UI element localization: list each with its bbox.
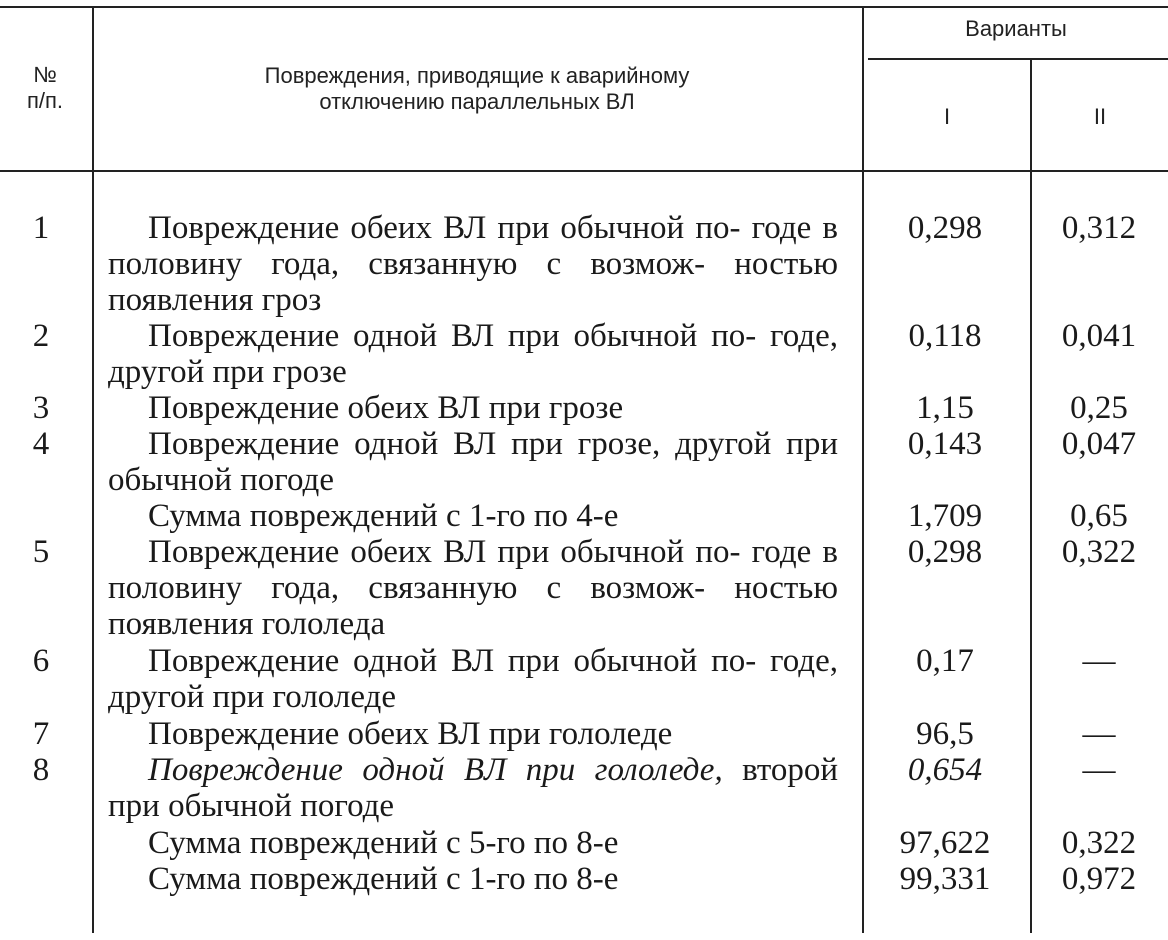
row-value-variant1: 99,331 xyxy=(899,861,991,897)
header-variant2-label: II xyxy=(1093,104,1107,129)
row-value-variant2: — xyxy=(1082,716,1116,752)
header-desc-label xyxy=(94,63,860,115)
column-rule-2 xyxy=(862,8,864,933)
row-value-variant2: 0,972 xyxy=(1061,861,1137,897)
header-num-label xyxy=(0,62,90,114)
header-variant1-label: I xyxy=(943,104,951,129)
header-desc-line2: отключению параллельных ВЛ xyxy=(319,89,635,114)
variants-divider-rule xyxy=(868,58,1168,60)
row-description: Повреждение обеих ВЛ при обычной по- годе в половину года, связанную с возмож- ностью появления гроз xyxy=(108,210,838,318)
row-description: Повреждение обеих ВЛ при грозе xyxy=(148,390,624,426)
row-value-variant2: 0,322 xyxy=(1061,534,1137,570)
row-number: 5 xyxy=(32,534,50,570)
row-value-variant1: 0,298 xyxy=(907,534,983,570)
row-number: 1 xyxy=(32,210,50,246)
header-variants-label: Варианты xyxy=(965,16,1067,41)
row-number: 8 xyxy=(32,752,50,788)
row-value-variant2: — xyxy=(1082,752,1116,788)
row-value-variant1: 1,709 xyxy=(907,498,983,534)
row-number: 2 xyxy=(32,318,50,354)
row-value-variant1: 0,298 xyxy=(907,210,983,246)
row-value-variant1: 0,143 xyxy=(907,426,983,462)
row-value-variant1: 0,118 xyxy=(908,318,982,354)
header-num-line2: п/п. xyxy=(26,88,64,113)
row-description: Повреждение одной ВЛ при обычной по- годе, другой при грозе xyxy=(108,318,838,390)
row-description: Повреждение обеих ВЛ при обычной по- годе в половину года, связанную с возмож- ностью появления гололеда xyxy=(108,534,838,642)
row-value-variant1: 1,15 xyxy=(916,390,974,426)
row-value-variant2: 0,041 xyxy=(1061,318,1137,354)
header-bottom-rule xyxy=(0,170,1168,172)
row-number: 4 xyxy=(32,426,50,462)
row-description: Сумма повреждений с 1-го по 8-е xyxy=(148,861,619,897)
row-value-variant2: 0,047 xyxy=(1061,426,1137,462)
column-rule-3 xyxy=(1030,60,1032,933)
row-value-variant2: — xyxy=(1082,643,1116,679)
row-value-variant2: 0,322 xyxy=(1061,825,1137,861)
row-value-variant2: 0,65 xyxy=(1070,498,1128,534)
row-number: 7 xyxy=(32,716,50,752)
row-description: Повреждение одной ВЛ при гололеде, второй при обычной погоде xyxy=(108,752,838,824)
column-rule-1 xyxy=(92,8,94,933)
header-num-line1: № xyxy=(33,62,57,87)
row-value-variant1: 0,17 xyxy=(916,643,974,679)
header-desc-line1: Повреждения, приводящие к аварийному xyxy=(264,63,690,88)
row-value-variant2: 0,25 xyxy=(1070,390,1128,426)
row-description: Сумма повреждений с 1-го по 4-е xyxy=(148,498,619,534)
row-value-variant1: 97,622 xyxy=(899,825,991,861)
row-number: 6 xyxy=(32,643,50,679)
row-description: Сумма повреждений с 5-го по 8-е xyxy=(148,825,619,861)
row-value-variant1: 0,654 xyxy=(907,752,983,788)
row-description: Повреждение одной ВЛ при грозе, другой при обычной погоде xyxy=(108,426,838,498)
table-top-rule xyxy=(0,6,1168,8)
row-description: Повреждение обеих ВЛ при гололеде xyxy=(148,716,673,752)
row-number: 3 xyxy=(32,390,50,426)
row-description: Повреждение одной ВЛ при обычной по- годе, другой при гололеде xyxy=(108,643,838,715)
row-value-variant1: 96,5 xyxy=(916,716,974,752)
row-value-variant2: 0,312 xyxy=(1061,210,1137,246)
